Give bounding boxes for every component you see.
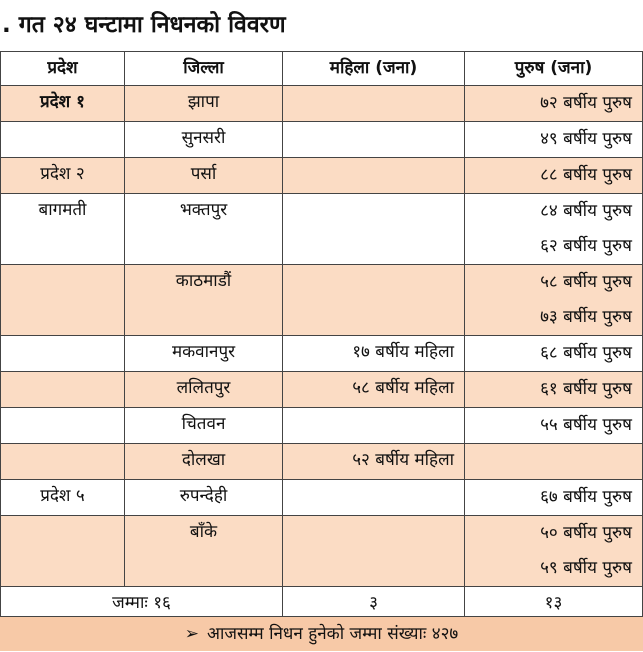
table-body [1,86,643,587]
table-row [1,194,643,265]
male-entry: ६१ बर्षीय पुरुष [540,379,632,399]
cell-male [465,408,643,444]
totals-label: जम्माः १६ [1,587,283,621]
cell-male [465,372,643,408]
cell-female [283,122,465,158]
cell-province [1,122,125,158]
cell-male [465,194,643,265]
cell-male [465,516,643,587]
cell-female [283,480,465,516]
cell-female [283,158,465,194]
cell-male [465,265,643,336]
cell-female [283,265,465,336]
cumulative-total-banner [0,616,643,651]
table-row [1,122,643,158]
table-row [1,336,643,372]
cell-province [1,516,125,587]
cell-male [465,336,643,372]
cell-district: मकवानपुर [125,336,283,372]
table-row [1,408,643,444]
cell-female: १७ बर्षीय महिला [283,336,465,372]
cell-district: भक्तपुर [125,194,283,265]
arrow-icon: ➢ [184,624,199,644]
male-entry: ७३ बर्षीय पुरुष [540,307,632,327]
cell-province: प्रदेश १ [1,86,125,122]
cell-male [465,480,643,516]
totals-male: १३ [465,587,643,621]
table-row [1,86,643,122]
cell-female: ५८ बर्षीय महिला [283,372,465,408]
male-entry: ५८ बर्षीय पुरुष [540,272,632,292]
cell-province: प्रदेश २ [1,158,125,194]
cell-male [465,444,643,480]
cell-district: बाँके [125,516,283,587]
cell-district: दोलखा [125,444,283,480]
table-row [1,158,643,194]
male-entry: ५० बर्षीय पुरुष [540,523,632,543]
cell-female [283,194,465,265]
cell-province [1,408,125,444]
header-female: महिला (जना) [283,52,465,86]
cell-province [1,444,125,480]
header-male: पुरुष (जना) [465,52,643,86]
male-entry: ४९ बर्षीय पुरुष [540,129,632,149]
cell-district: काठमाडौं [125,265,283,336]
male-entry: ५५ बर्षीय पुरुष [540,415,632,435]
table-row [1,444,643,480]
male-entry: ५९ बर्षीय पुरुष [540,558,632,578]
cell-province: प्रदेश ५ [1,480,125,516]
cell-male [465,122,643,158]
cell-province: बागमती [1,194,125,265]
table-row [1,372,643,408]
cell-male [465,158,643,194]
male-entry: ७२ बर्षीय पुरुष [540,93,632,113]
header-district: जिल्ला [125,52,283,86]
male-entry: ८८ बर्षीय पुरुष [540,165,632,185]
cell-female [283,408,465,444]
cell-female [283,516,465,587]
male-entry: ६७ बर्षीय पुरुष [540,487,632,507]
male-entry: ६२ बर्षीय पुरुष [540,236,632,256]
table-row [1,480,643,516]
cell-province [1,265,125,336]
cumulative-total-text: आजसम्म निधन हुनेको जम्मा संख्याः ४२७ [206,624,459,644]
totals-female: ३ [283,587,465,621]
cell-female: ५२ बर्षीय महिला [283,444,465,480]
cell-district: सुनसरी [125,122,283,158]
cell-district: चितवन [125,408,283,444]
cell-female [283,86,465,122]
table-row [1,516,643,587]
table-header-row [1,52,643,86]
cell-province [1,372,125,408]
deaths-table [0,51,643,621]
header-province: प्रदेश [1,52,125,86]
male-entry: ८४ बर्षीय पुरुष [540,201,632,221]
cell-district: रुपन्देही [125,480,283,516]
cell-male [465,86,643,122]
page-title: . गत २४ घन्टामा निधनको विवरण [2,12,286,38]
male-entry: ६८ बर्षीय पुरुष [540,343,632,363]
table-row [1,265,643,336]
cell-district: ललितपुर [125,372,283,408]
cell-district: पर्सा [125,158,283,194]
cell-district: झापा [125,86,283,122]
cell-province [1,336,125,372]
